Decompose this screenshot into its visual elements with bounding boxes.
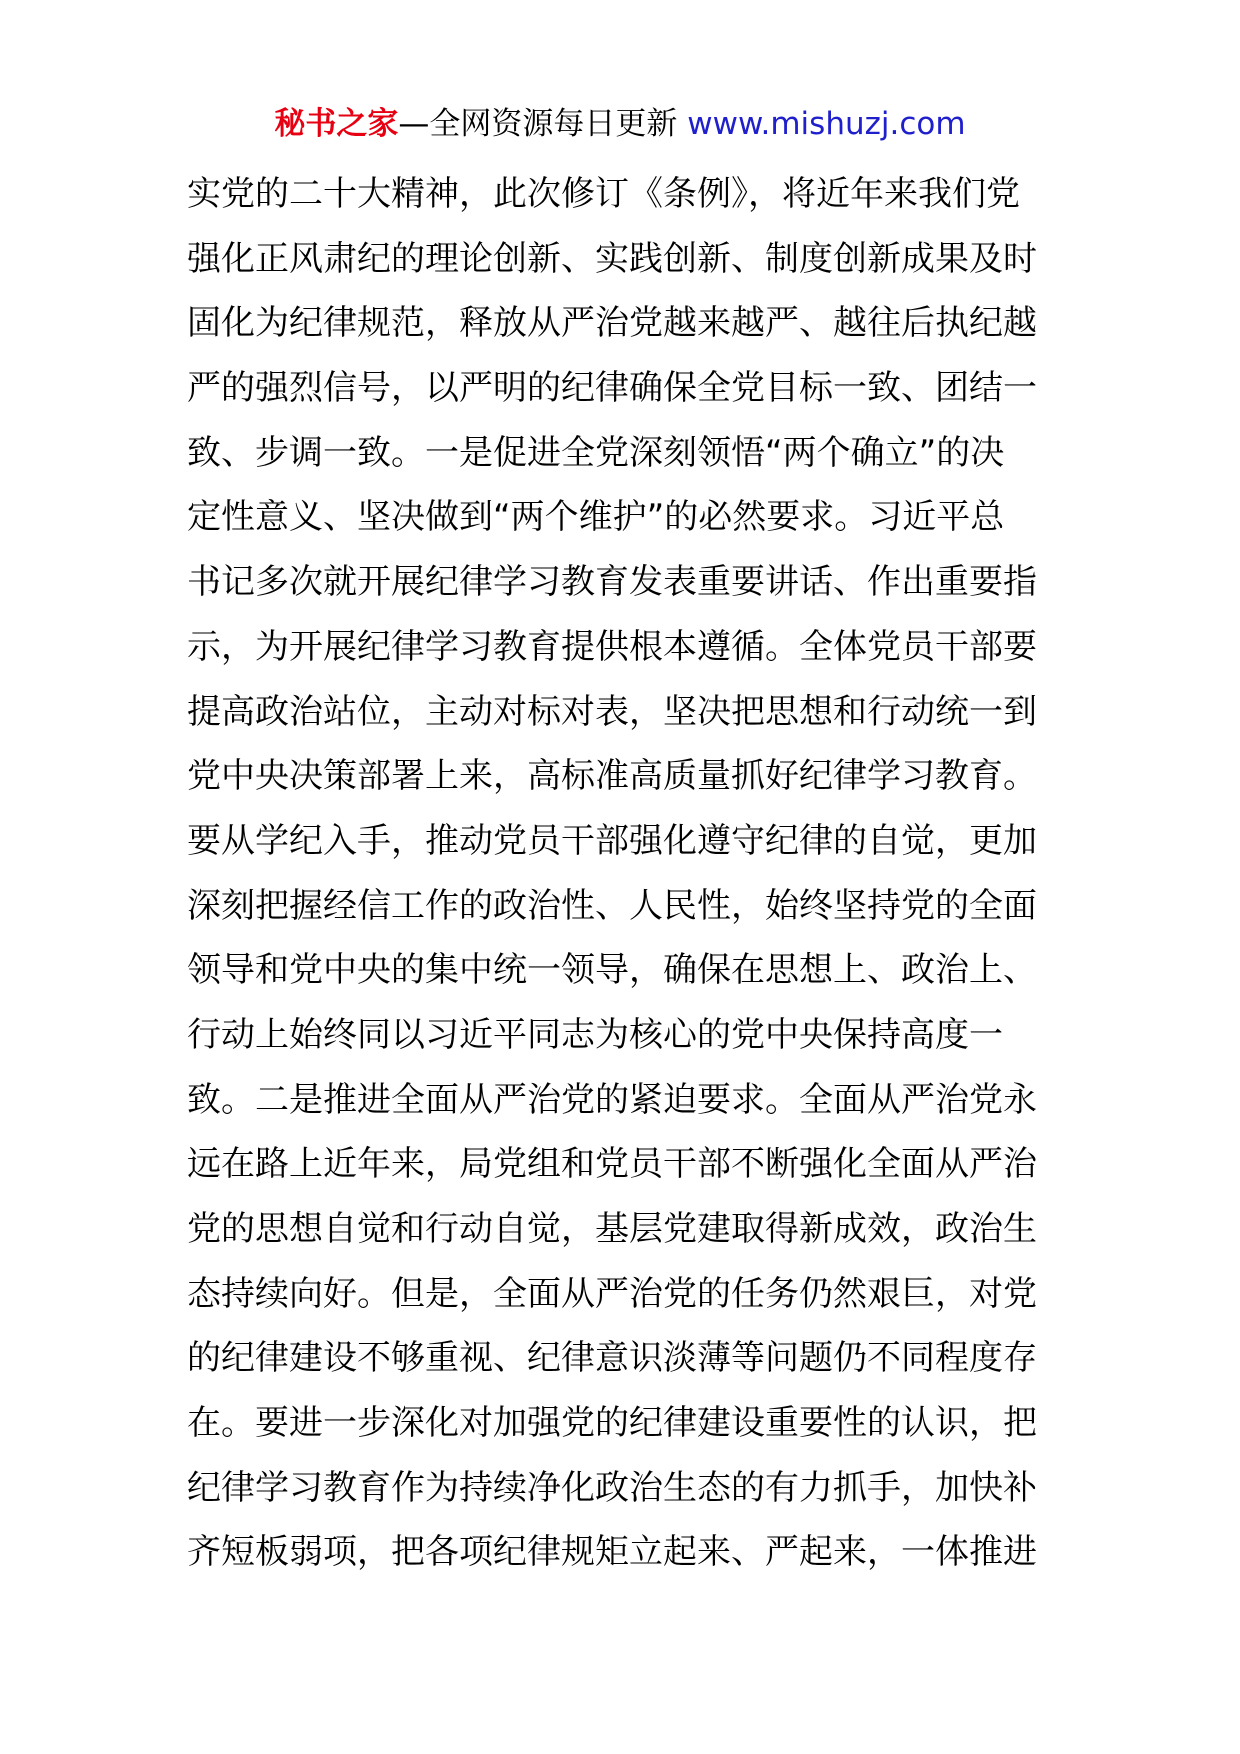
text-line: 固化为纪律规范，释放从严治党越来越严、越往后执纪越 <box>187 303 1037 344</box>
document-body <box>187 162 1055 1585</box>
text-line: 要从学纪入手，推动党员干部强化遵守纪律的自觉，更加 <box>187 820 1037 861</box>
header-slogan: —全网资源每日更新 <box>398 106 678 142</box>
text-line: 在。要进一步深化对加强党的纪律建设重要性的认识，把 <box>187 1403 1037 1444</box>
text-line: 行动上始终同以习近平同志为核心的党中央保持高度一 <box>187 1014 1003 1055</box>
text-line: 深刻把握经信工作的政治性、人民性，始终坚持党的全面 <box>187 885 1037 926</box>
text-line: 致、步调一致。一是促进全党深刻领悟“两个确立”的决 <box>187 432 1005 473</box>
page-header <box>0 102 1240 146</box>
text-line: 齐短板弱项，把各项纪律规矩立起来、严起来，一体推进 <box>187 1532 1037 1573</box>
text-line: 定性意义、坚决做到“两个维护”的必然要求。习近平总 <box>187 497 1005 538</box>
text-line: 实党的二十大精神，此次修订《条例》，将近年来我们党 <box>187 174 1020 214</box>
text-line: 示，为开展纪律学习教育提供根本遵循。全体党员干部要 <box>187 626 1037 667</box>
text-line: 党中央决策部署上来，高标准高质量抓好纪律学习教育。 <box>187 756 1037 797</box>
text-line: 党的思想自觉和行动自觉，基层党建取得新成效，政治生 <box>187 1209 1037 1249</box>
text-line: 严的强烈信号，以严明的纪律确保全党目标一致、团结一 <box>187 368 1037 409</box>
site-url-link[interactable]: www.mishuzj.com <box>687 106 966 142</box>
text-line: 书记多次就开展纪律学习教育发表重要讲话、作出重要指 <box>187 562 1037 603</box>
text-line: 提高政治站位，主动对标对表，坚决把思想和行动统一到 <box>187 691 1037 732</box>
text-line: 远在路上近年来，局党组和党员干部不断强化全面从严治 <box>187 1144 1037 1185</box>
text-line: 领导和党中央的集中统一领导，确保在思想上、政治上、 <box>187 950 1037 991</box>
text-line: 纪律学习教育作为持续净化政治生态的有力抓手，加快补 <box>187 1467 1037 1508</box>
text-line: 致。二是推进全面从严治党的紧迫要求。全面从严治党永 <box>187 1079 1037 1120</box>
text-line: 态持续向好。但是，全面从严治党的任务仍然艰巨，对党 <box>187 1273 1037 1314</box>
text-line: 强化正风肃纪的理论创新、实践创新、制度创新成果及时 <box>187 238 1037 279</box>
brand-name: 秘书之家 <box>274 106 399 142</box>
text-line: 的纪律建设不够重视、纪律意识淡薄等问题仍不同程度存 <box>187 1338 1037 1379</box>
